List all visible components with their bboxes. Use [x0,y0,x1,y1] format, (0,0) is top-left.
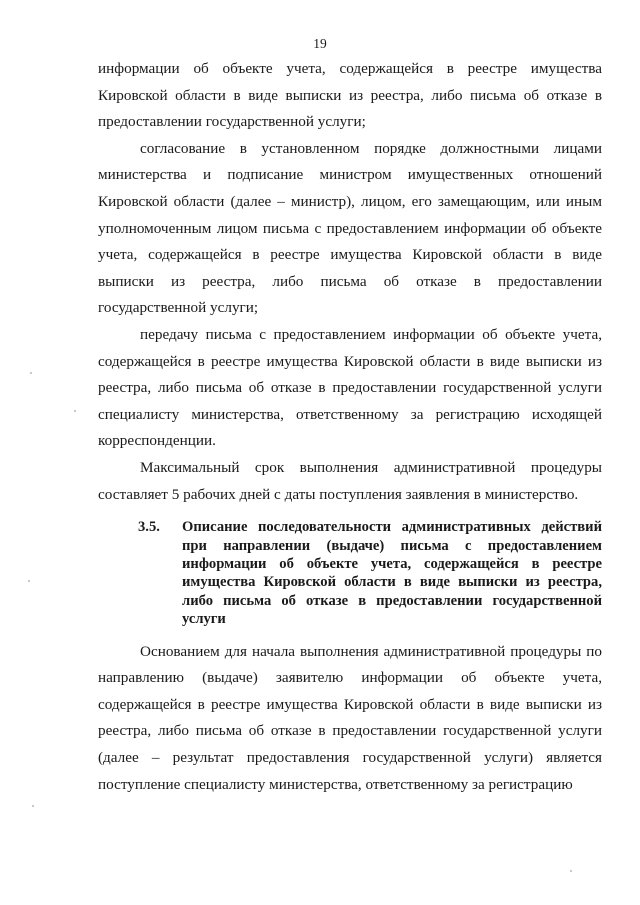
scan-speck [30,372,32,374]
section-title: Описание последовательности административных действий при направлении (выдаче) письма с предоставлением информации об объекте учета, содержащейся в реестре имущества Кировской области в виде выписки из реестра, либо письма об отказе в предоставлении государственной услуги [182,519,602,628]
paragraph-deadline: Максимальный срок выполнения административной процедуры составляет 5 рабочих дней с даты поступления заявления в министерство. [98,458,602,503]
scan-speck [28,580,30,582]
paragraph-continuation: информации об объекте учета, содержащейся в реестре имущества Кировской области в виде выписки из реестра, либо письма об отказе в предоставлении государственной услуги; [98,60,602,131]
page-number: 19 [313,36,327,51]
scan-speck [32,805,34,807]
section-number: 3.5. [138,519,160,536]
paragraph-transfer: передачу письма с предоставлением информации об объекте учета, содержащейся в реестре имущества Кировской области в виде выписки из реестра, либо письма об отказе в предоставлении государственной услуги специалисту министерства, ответственному за регистрацию исходящей корреспонденции. [98,325,602,450]
section-heading [98,518,602,628]
paragraph-grounds: Основанием для начала выполнения административной процедуры по направлению (выдаче) заявителю информации об объекте учета, содержащейся в реестре имущества Кировской области в виде выписки из реестра, либо письма об отказе в предоставлении государственной услуги (далее – результат предоставления государственной услуги) является поступление специалисту министерства, ответственному за регистрацию [98,642,602,793]
document-body [98,56,602,798]
paragraph-approval: согласование в установленном порядке должностными лицами министерства и подписание министром имущественных отношений Кировской области (далее – министр), лицом, его замещающим, или иным уполномоченным лицом письма с предоставлением информации об объекте учета, содержащейся в реестре имущества Кировской области в виде выписки из реестра, либо письма об отказе в предоставлении государственной услуги; [98,139,602,317]
scan-speck [74,410,76,412]
scan-speck [570,870,572,872]
